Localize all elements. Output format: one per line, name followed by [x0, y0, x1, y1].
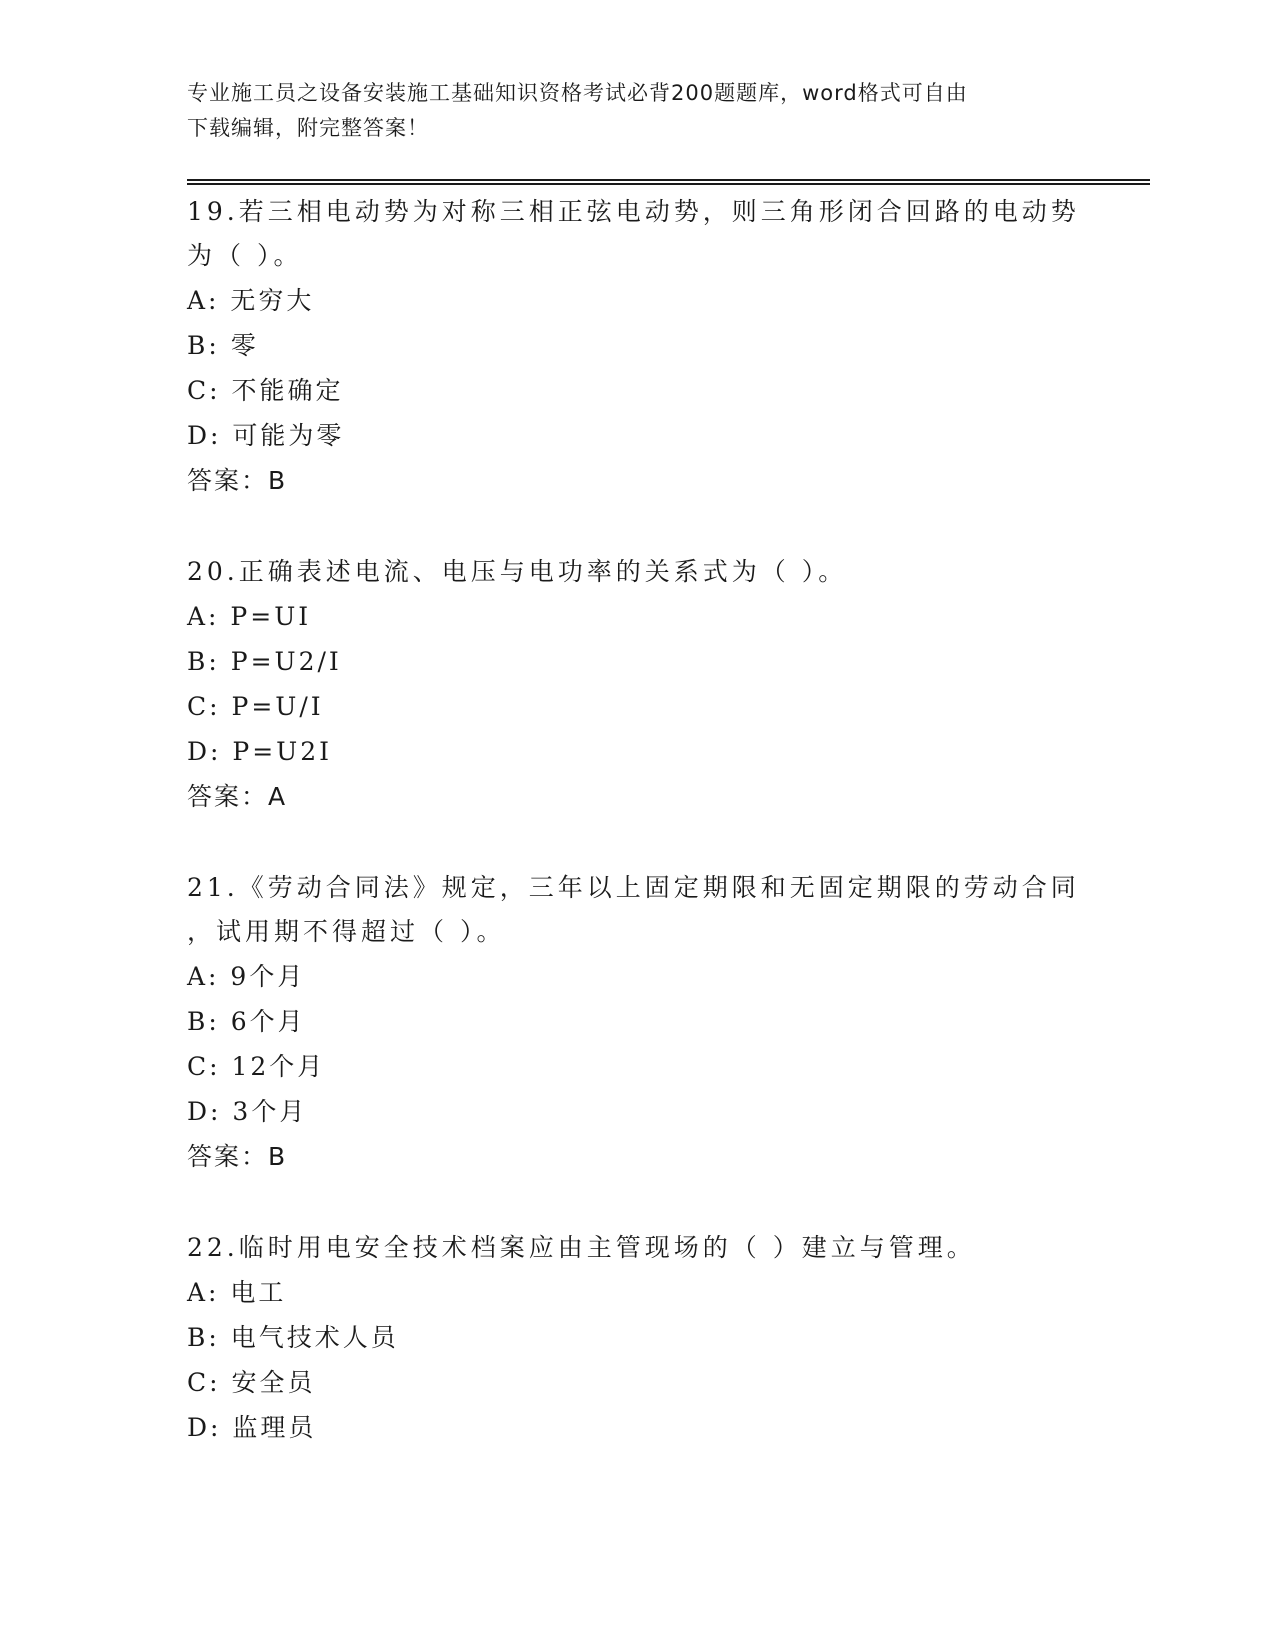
option-a: A: 9个月: [187, 962, 306, 991]
option-c: C: P=U/I: [187, 692, 324, 721]
question-stem: 22.临时用电安全技术档案应由主管现场的（ ）建立与管理。: [187, 1233, 976, 1262]
answer: 答案：A: [187, 782, 288, 811]
option-a: A: 无穷大: [187, 286, 315, 315]
header-line-2: 下载编辑，附完整答案！: [187, 116, 429, 140]
question-list: [187, 190, 1087, 1450]
question-20: [187, 550, 1087, 819]
answer: 答案：B: [187, 466, 288, 495]
option-b: B: 零: [187, 331, 259, 360]
question-21: [187, 866, 1087, 1179]
question-19: [187, 190, 1087, 503]
answer: 答案：B: [187, 1142, 288, 1171]
option-b: B: P=U2/I: [187, 647, 342, 676]
header-divider-bottom: [187, 183, 1150, 185]
header-line-1: 专业施工员之设备安装施工基础知识资格考试必背200题题库，word格式可自由: [187, 81, 968, 105]
option-c: C: 安全员: [187, 1368, 316, 1397]
question-22: [187, 1226, 1087, 1450]
option-c: C: 12个月: [187, 1052, 326, 1081]
question-stem-continued: 为（ ）。: [187, 241, 303, 270]
document-header: [187, 76, 1087, 146]
question-stem: 20.正确表述电流、电压与电功率的关系式为（ ）。: [187, 557, 848, 586]
question-stem-continued: ，试用期不得超过（ ）。: [187, 917, 506, 946]
option-d: D: 可能为零: [187, 421, 345, 450]
option-b: B: 6个月: [187, 1007, 306, 1036]
option-a: A: P=UI: [187, 602, 312, 631]
option-a: A: 电工: [187, 1278, 287, 1307]
option-d: D: 3个月: [187, 1097, 308, 1126]
option-d: D: 监理员: [187, 1413, 317, 1442]
question-stem: 21.《劳动合同法》规定，三年以上固定期限和无固定期限的劳动合同: [187, 873, 1080, 902]
option-b: B: 电气技术人员: [187, 1323, 399, 1352]
question-stem: 19.若三相电动势为对称三相正弦电动势，则三角形闭合回路的电动势: [187, 197, 1080, 226]
option-d: D: P=U2I: [187, 737, 333, 766]
header-divider-top: [187, 179, 1150, 181]
option-c: C: 不能确定: [187, 376, 344, 405]
